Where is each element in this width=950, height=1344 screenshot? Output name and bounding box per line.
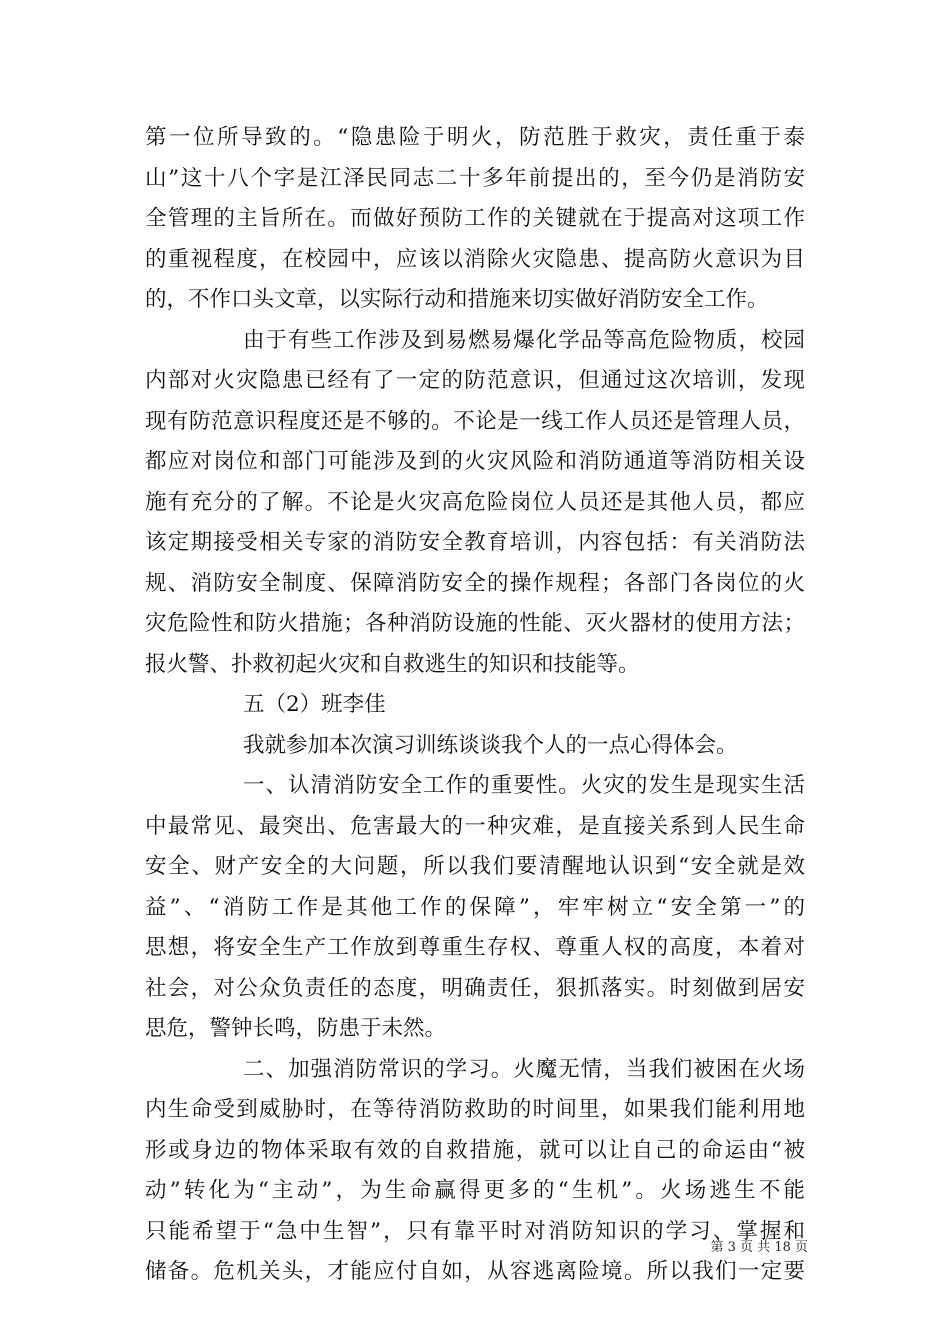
text-line: 安全、财产安全的大问题，所以我们要清醒地认识到“安全就是效: [145, 854, 805, 879]
text-line: 规、消防安全制度、保障消防安全的操作规程；各部门各岗位的火: [145, 570, 805, 596]
text-line: 山”这十八个字是江泽民同志二十多年前提出的，至今仍是消防安: [145, 165, 805, 191]
text-line: 形或身边的物体采取有效的自救措施，就可以让自己的命运由“被: [145, 1137, 805, 1163]
text-line: 现有防范意识程度还是不够的。不论是一线工作人员还是管理人员，: [145, 408, 805, 434]
document-body: [145, 118, 805, 1293]
text-line: 社会，对公众负责任的态度，明确责任，狠抓落实。时刻做到居安: [145, 975, 805, 1001]
text-line: 思想，将安全生产工作放到尊重生存权、尊重人权的高度，本着对: [145, 935, 805, 960]
text-line: 中最常见、最突出、危害最大的一种灾难，是直接关系到人民生命: [145, 813, 805, 839]
text-line: 储备。危机关头，才能应付自如，从容逃离险境。所以我们一定要: [145, 1259, 805, 1284]
text-line: 动”转化为“主动”，为生命赢得更多的“生机”。火场逃生不能: [145, 1178, 805, 1203]
text-line: 二、加强消防常识的学习。火魔无情，当我们被困在火场: [243, 1056, 805, 1082]
text-line: 报火警、扑救初起火灾和自救逃生的知识和技能等。: [145, 651, 640, 677]
text-line: 思危，警钟长鸣，防患于未然。: [145, 1016, 447, 1041]
text-line: 内生命受到威胁时，在等待消防救助的时间里，如果我们能利用地: [145, 1097, 805, 1122]
text-line: 的重视程度，在校园中，应该以消除火灾隐患、提高防火意识为目: [145, 246, 805, 272]
text-line: 我就参加本次演习训练谈谈我个人的一点心得体会。: [243, 732, 738, 758]
text-line: 由于有些工作涉及到易燃易爆化学品等高危险物质，校园: [243, 327, 805, 353]
text-line: 五（2）班李佳: [243, 692, 386, 717]
text-line: 灾危险性和防火措施；各种消防设施的性能、灭火器材的使用方法；: [145, 611, 805, 636]
text-line: 该定期接受相关专家的消防安全教育培训，内容包括：有关消防法: [145, 530, 805, 555]
text-line: 一、认清消防安全工作的重要性。火灾的发生是现实生活: [243, 773, 805, 798]
text-line: 益”、“消防工作是其他工作的保障”，牢牢树立“安全第一”的: [145, 894, 805, 920]
text-line: 全管理的主旨所在。而做好预防工作的关键就在于提高对这项工作: [145, 206, 805, 231]
text-line: 都应对岗位和部门可能涉及到的火灾风险和消防通道等消防相关设: [145, 449, 805, 474]
text-line: 内部对火灾隐患已经有了一定的防范意识，但通过这次培训，发现: [145, 368, 805, 393]
text-line: 施有充分的了解。不论是火灾高危险岗位人员还是其他人员，都应: [145, 489, 805, 515]
text-line: 第一位所导致的。“隐患险于明火，防范胜于救灾，责任重于泰: [145, 125, 805, 150]
page-number-footer: 第 3 页 共 18 页: [710, 1240, 808, 1255]
text-line: 只能希望于“急中生智”，只有靠平时对消防知识的学习、掌握和: [145, 1218, 805, 1244]
text-line: 的，不作口头文章，以实际行动和措施来切实做好消防安全工作。: [145, 287, 769, 312]
